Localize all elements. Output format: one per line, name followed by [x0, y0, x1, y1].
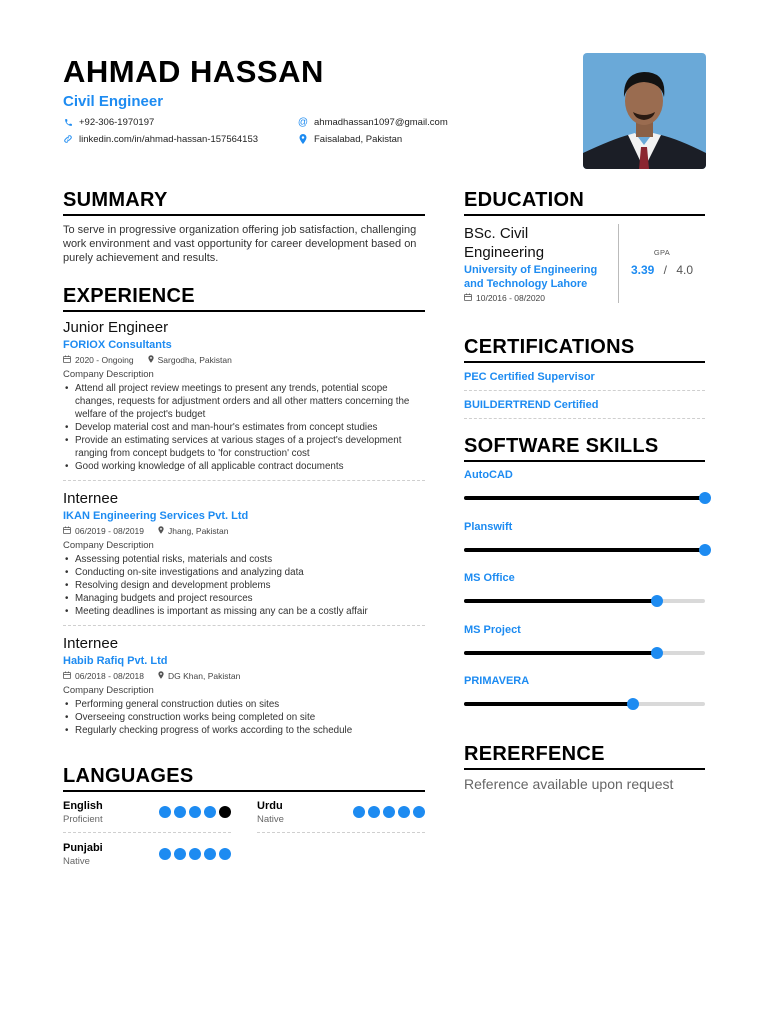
skill-item [464, 674, 705, 717]
calendar-icon [464, 293, 472, 303]
rating-dot [219, 848, 231, 860]
education-heading: EDUCATION [464, 188, 705, 216]
job-entry [63, 490, 425, 626]
company-description: Company Description [63, 540, 154, 551]
job-location [158, 525, 228, 537]
language-name: Punjabi [63, 842, 103, 854]
job-entry [63, 319, 425, 481]
job-dates-text: 2020 - Ongoing [75, 355, 134, 365]
certifications-heading: CERTIFICATIONS [464, 335, 705, 363]
gpa-box [619, 224, 705, 303]
gpa-separator: / [663, 263, 667, 277]
education-dates-text: 10/2016 - 08/2020 [476, 293, 546, 303]
pin-icon [158, 525, 164, 537]
linkedin-text: linkedin.com/in/ahmad-hassan-157564153 [79, 133, 259, 145]
skill-bar [464, 702, 705, 706]
rating-dots [159, 806, 231, 818]
pin-icon [148, 354, 154, 366]
job-role: Internee [63, 490, 119, 507]
list-item: • Meeting deadlines is important as missing any can be a costly affair [63, 605, 425, 618]
skill-name: Planswift [464, 520, 513, 533]
language-level: Native [63, 856, 90, 867]
rating-dot [353, 806, 365, 818]
skill-item [464, 520, 705, 563]
skills-heading: SOFTWARE SKILLS [464, 434, 705, 462]
job-company: FORIOX Consultants [63, 339, 172, 351]
job-location-text: Sargodha, Pakistan [157, 355, 232, 365]
skill-bar-knob [699, 544, 711, 556]
job-company: Habib Rafiq Pvt. Ltd [63, 655, 168, 667]
list-item: • Provide an estimating services at various stages of a project's development ranging from concept budgets to 'for construction' cost [63, 434, 425, 460]
company-description: Company Description [63, 685, 154, 696]
skill-bar-knob [699, 492, 711, 504]
skill-bar-knob [651, 647, 663, 659]
job-bullets [63, 382, 425, 473]
job-meta [63, 354, 425, 366]
job-bullets [63, 698, 425, 737]
rating-dot [398, 806, 410, 818]
rating-dot [159, 806, 171, 818]
skill-bar-knob [627, 698, 639, 710]
list-item: • Assessing potential risks, materials and costs [63, 553, 425, 566]
list-item: • Resolving design and development problems [63, 579, 425, 592]
job-role: Internee [63, 635, 119, 652]
language-item [257, 799, 425, 833]
phone-icon [63, 118, 73, 127]
skill-bar-fill [464, 548, 705, 552]
list-item: • Attend all project review meetings to present any trends, potential scope changes, requests for adjustment orders and all other matters concerning the welfare of the project's budget [63, 382, 425, 421]
calendar-icon [63, 354, 71, 366]
contact-info [63, 115, 563, 146]
skill-item [464, 468, 705, 511]
rating-dot [383, 806, 395, 818]
list-item: • Managing budgets and project resources [63, 592, 425, 605]
rating-dots [353, 806, 425, 818]
rating-dot [413, 806, 425, 818]
calendar-icon [63, 525, 71, 537]
job-dates-text: 06/2018 - 08/2018 [75, 671, 145, 681]
experience-heading: EXPERIENCE [63, 284, 425, 312]
calendar-icon [63, 670, 71, 682]
job-bullets [63, 553, 425, 618]
pin-icon [298, 134, 308, 144]
education-entry [464, 224, 705, 303]
job-dates [63, 354, 134, 366]
company-description: Company Description [63, 369, 154, 380]
job-entry [63, 635, 425, 744]
rating-dots [159, 848, 231, 860]
list-item: • Conducting on-site investigations and analyzing data [63, 566, 425, 579]
skill-bar [464, 599, 705, 603]
skill-bar-fill [464, 702, 633, 706]
reference-heading: RERERFENCE [464, 742, 705, 770]
language-level: Proficient [63, 814, 103, 825]
candidate-name: AHMAD HASSAN [63, 54, 324, 89]
gpa-score: 3.39 [630, 263, 655, 277]
skill-bar [464, 548, 705, 552]
skill-bar-fill [464, 651, 657, 655]
skill-bar [464, 651, 705, 655]
job-location [148, 354, 232, 366]
job-dates-text: 06/2019 - 08/2019 [75, 526, 145, 536]
school-name: University of Engineering and Technology Lahore [464, 264, 598, 290]
language-name: Urdu [257, 800, 283, 812]
job-location-text: Jhang, Pakistan [168, 526, 229, 536]
rating-dot [159, 848, 171, 860]
list-item: • Regularly checking progress of works according to the schedule [63, 724, 425, 737]
gpa-value [631, 263, 693, 277]
skill-item [464, 571, 705, 614]
list-item: • Performing general construction duties on sites [63, 698, 425, 711]
rating-dot [368, 806, 380, 818]
skill-name: AutoCAD [464, 469, 513, 481]
language-name: English [63, 800, 103, 812]
job-dates [63, 670, 144, 682]
languages-list [63, 799, 425, 883]
phone-text: +92-306-1970197 [79, 116, 155, 128]
resume-header [63, 54, 563, 146]
contact-email[interactable] [298, 115, 528, 129]
job-location [158, 670, 240, 682]
location-text: Faisalabad, Pakistan [314, 133, 403, 145]
left-column [63, 188, 425, 883]
profile-photo [583, 53, 706, 169]
rating-dot [219, 806, 231, 818]
list-item: • Overseeing construction works being completed on site [63, 711, 425, 724]
skill-name: MS Project [464, 623, 521, 636]
certification-item: BUILDERTREND Certified [464, 391, 705, 419]
right-column [464, 188, 705, 793]
skill-item [464, 623, 705, 666]
at-icon: @ [297, 116, 309, 128]
contact-location [298, 132, 528, 146]
certification-item: PEC Certified Supervisor [464, 363, 705, 391]
skill-bar [464, 496, 705, 500]
job-meta [63, 670, 425, 682]
candidate-title: Civil Engineer [63, 93, 164, 110]
job-company: IKAN Engineering Services Pvt. Ltd [63, 510, 249, 522]
skill-name: MS Office [464, 572, 515, 584]
job-dates [63, 525, 144, 537]
link-icon [63, 134, 73, 144]
education-dates [464, 293, 612, 303]
skill-bar-knob [651, 595, 663, 607]
pin-icon [158, 670, 164, 682]
degree-name: BSc. Civil Engineering [464, 225, 545, 261]
rating-dot [204, 848, 216, 860]
language-item [63, 799, 231, 833]
languages-heading: LANGUAGES [63, 764, 425, 792]
rating-dot [189, 848, 201, 860]
rating-dot [189, 806, 201, 818]
reference-text: Reference available upon request [464, 775, 674, 792]
job-meta [63, 525, 425, 537]
list-item: • Develop material cost and man-hour's estimates from concept studies [63, 421, 425, 434]
job-role: Junior Engineer [63, 319, 169, 336]
email-text: ahmadhassan1097@gmail.com [314, 116, 448, 128]
rating-dot [204, 806, 216, 818]
job-location-text: DG Khan, Pakistan [168, 671, 241, 681]
contact-phone[interactable] [63, 115, 298, 129]
summary-heading: SUMMARY [63, 188, 425, 216]
gpa-max: 4.0 [676, 263, 694, 277]
skill-bar-fill [464, 496, 705, 500]
gpa-label: GPA [653, 248, 671, 257]
skill-name: PRIMAVERA [464, 675, 530, 687]
contact-linkedin[interactable] [63, 132, 298, 146]
rating-dot [174, 806, 186, 818]
rating-dot [174, 848, 186, 860]
language-level: Native [257, 814, 284, 825]
summary-text: To serve in progressive organization offering job satisfaction, challenging work environment and vast opportunity for career development based on purely achievement and results. [63, 224, 417, 264]
list-item: • Good working knowledge of all applicable contract documents [63, 460, 425, 473]
skill-bar-fill [464, 599, 657, 603]
language-item [63, 841, 231, 875]
education-details [464, 224, 619, 303]
